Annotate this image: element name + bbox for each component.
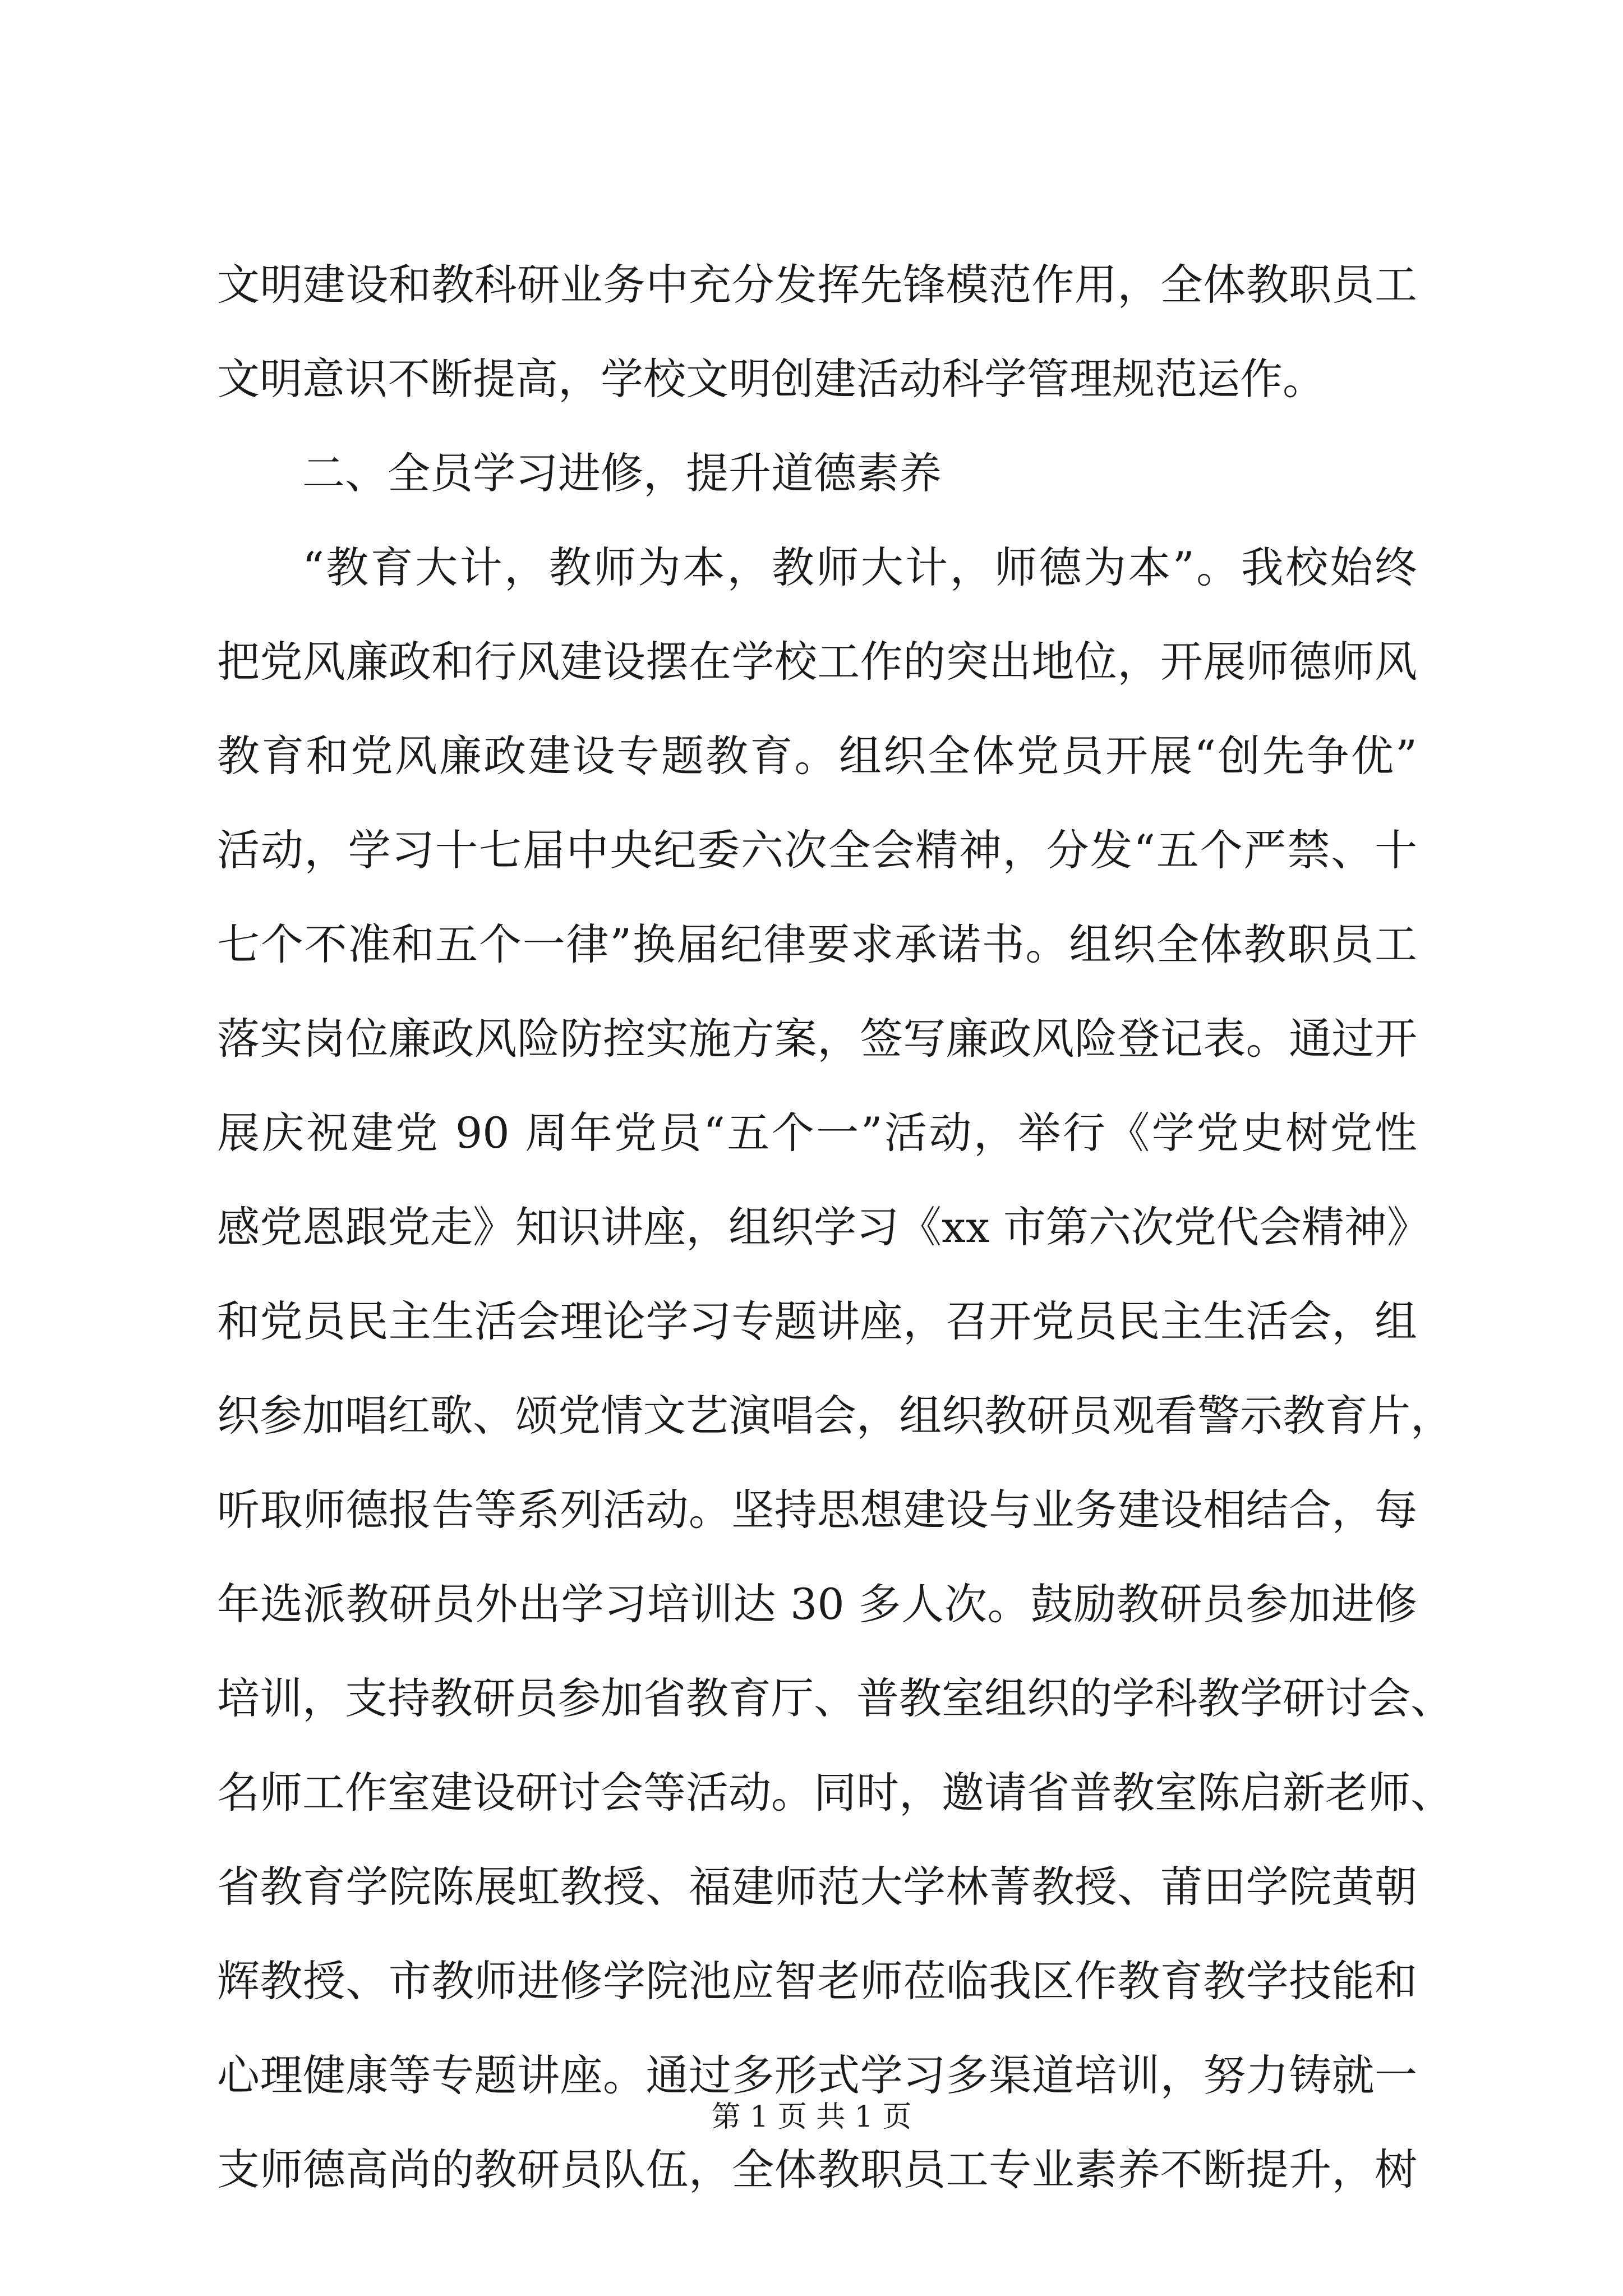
text-line: 和党员民主生活会理论学习专题讲座，召开党员民主生活会，组 <box>217 1296 1417 1346</box>
text-line: 名师工作室建设研讨会等活动。同时，邀请省普教室陈启新老师、 <box>217 1768 1453 1818</box>
text-line: 辉教授、市教师进修学院池应智老师莅临我区作教育教学技能和 <box>217 1956 1417 2006</box>
text-line: 支师德高尚的教研员队伍，全体教职员工专业素养不断提升，树 <box>217 2145 1417 2194</box>
text-line: 年选派教研员外出学习培训达 30 多人次。鼓励教研员参加进修 <box>217 1579 1417 1629</box>
text-line: “教育大计，教师为本，教师大计，师德为本”。我校始终 <box>302 542 1417 592</box>
text-line: 活动，学习十七届中央纪委六次全会精神，分发“五个严禁、十 <box>217 825 1417 875</box>
text-line: 七个不准和五个一律”换届纪律要求承诺书。组织全体教职员工 <box>217 919 1417 969</box>
page-number-footer: 第 1 页 共 1 页 <box>711 2100 912 2134</box>
section-heading: 二、全员学习进修，提升道德素养 <box>302 448 942 498</box>
text-line: 把党风廉政和行风建设摆在学校工作的突出地位，开展师德师风 <box>217 637 1417 687</box>
text-line: 织参加唱红歌、颂党情文艺演唱会，组织教研员观看警示教育片， <box>217 1391 1453 1441</box>
text-line: 省教育学院陈展虹教授、福建师范大学林菁教授、莆田学院黄朝 <box>217 1862 1417 1912</box>
text-line: 听取师德报告等系列活动。坚持思想建设与业务建设相结合，每 <box>217 1485 1417 1535</box>
text-line: 教育和党风廉政建设专题教育。组织全体党员开展“创先争优” <box>217 731 1417 781</box>
text-line: 展庆祝建党 90 周年党员“五个一”活动，举行《学党史树党性 <box>217 1108 1417 1158</box>
text-line: 文明意识不断提高，学校文明创建活动科学管理规范运作。 <box>217 354 1325 404</box>
text-line: 心理健康等专题讲座。通过多形式学习多渠道培训，努力铸就一 <box>217 2050 1417 2100</box>
text-line: 文明建设和教科研业务中充分发挥先锋模范作用，全体教职员工 <box>217 260 1417 310</box>
text-line: 培训，支持教研员参加省教育厅、普教室组织的学科教学研讨会、 <box>217 1673 1453 1723</box>
text-line: 落实岗位廉政风险防控实施方案，签写廉政风险登记表。通过开 <box>217 1014 1417 1064</box>
document-body <box>217 260 1453 2243</box>
text-line: 感党恩跟党走》知识讲座，组织学习《xx 市第六次党代会精神》 <box>217 1202 1430 1252</box>
